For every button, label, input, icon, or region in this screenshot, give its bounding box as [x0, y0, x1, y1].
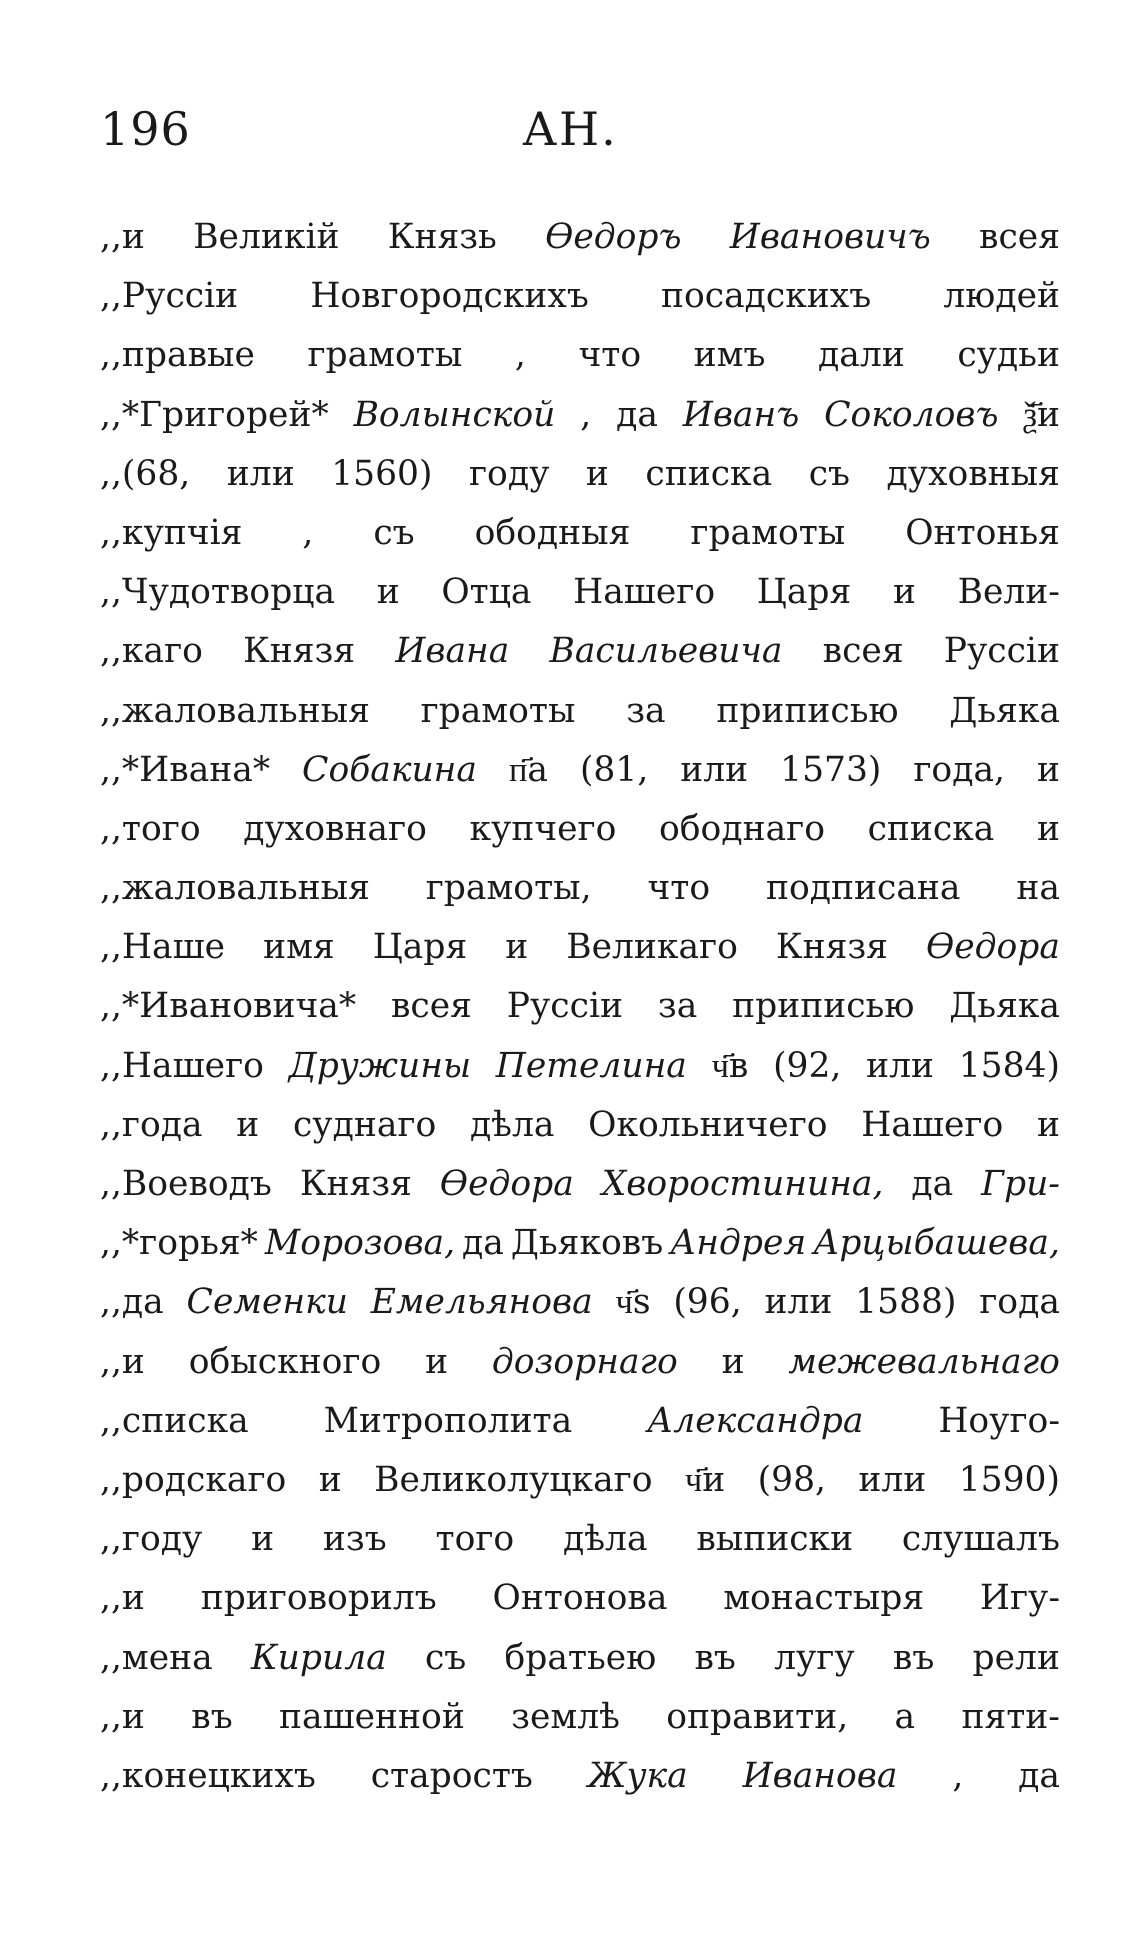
- word: грамоты: [690, 512, 846, 553]
- text-line: [100, 1096, 1060, 1155]
- word: да: [1018, 1755, 1060, 1796]
- word: ,,правые: [100, 335, 255, 376]
- word: и: [318, 1459, 342, 1500]
- word: духовнаго: [243, 808, 427, 849]
- word: людей: [943, 276, 1060, 317]
- running-head: АН.: [522, 102, 618, 156]
- word: въ: [191, 1696, 233, 1737]
- text-line: [100, 1392, 1060, 1451]
- word: или: [858, 1459, 927, 1500]
- word: подписана: [766, 868, 961, 909]
- word: Отца: [441, 572, 532, 613]
- word: Морозова,: [264, 1223, 456, 1264]
- word: межевальнаго: [788, 1341, 1060, 1382]
- word: дѣла: [469, 1104, 555, 1145]
- word: да: [911, 1164, 954, 1204]
- word: Андрея: [670, 1223, 807, 1264]
- text-line: [100, 682, 1060, 741]
- word: Хворостинина,: [601, 1164, 884, 1204]
- word: ,,Наше: [100, 927, 226, 968]
- word: Ивановичъ: [729, 217, 931, 257]
- word: ,,году: [100, 1519, 203, 1560]
- word: Князя: [775, 927, 888, 968]
- text-line: [100, 1747, 1060, 1806]
- word: приговорилъ: [200, 1578, 437, 1619]
- word: Ивана: [395, 631, 510, 672]
- word: и: [251, 1519, 275, 1560]
- text-line: [100, 504, 1060, 563]
- word: списка: [867, 808, 995, 849]
- text-line: [100, 1688, 1060, 1747]
- word: ,,конецкихъ: [100, 1755, 316, 1796]
- word: лугу: [774, 1637, 855, 1678]
- word: или: [680, 749, 749, 790]
- word: Петелина: [495, 1045, 687, 1086]
- text-line: [100, 1510, 1060, 1569]
- word: въ: [694, 1637, 736, 1678]
- word: ,,того: [100, 808, 201, 849]
- word: Нашего: [573, 572, 716, 613]
- text-line: [100, 386, 1060, 445]
- word: приписью: [716, 690, 899, 731]
- word: Емельянова: [370, 1282, 593, 1323]
- word: (96,: [673, 1282, 742, 1323]
- word: Митрополита: [323, 1400, 573, 1441]
- word: Князь: [387, 217, 497, 257]
- word: Ѳедора: [925, 927, 1060, 968]
- word: (98,: [757, 1459, 826, 1500]
- word: Царя: [756, 572, 852, 613]
- word: Иванова: [742, 1755, 898, 1796]
- word: и: [892, 572, 916, 613]
- word: да: [616, 394, 658, 435]
- word: и: [585, 453, 609, 494]
- word: и: [1036, 808, 1060, 849]
- word: ,: [514, 335, 526, 376]
- word: списка: [645, 453, 773, 494]
- word: съ: [424, 1637, 467, 1678]
- word: того: [435, 1519, 515, 1560]
- word: рели: [972, 1637, 1060, 1678]
- word: Ѳедора: [439, 1164, 574, 1204]
- word: ч҃в: [711, 1045, 749, 1086]
- word: года: [979, 1282, 1060, 1323]
- word: и: [505, 927, 529, 968]
- word: Дьяка: [949, 690, 1060, 731]
- word: ,,да: [100, 1282, 164, 1323]
- word: ,,Руссіи: [100, 276, 239, 317]
- word: (92,: [773, 1045, 842, 1086]
- word: братьею: [504, 1637, 657, 1678]
- word: выписки: [696, 1519, 854, 1560]
- word: 1590): [958, 1459, 1060, 1500]
- word: купчего: [469, 808, 617, 849]
- text-line: [100, 1451, 1060, 1510]
- word: ,,и: [100, 217, 145, 257]
- word: ,,(68,: [100, 453, 191, 494]
- word: оправити,: [666, 1696, 849, 1737]
- word: ободныя: [474, 512, 631, 553]
- word: Александра: [647, 1400, 864, 1441]
- word: Великій: [193, 217, 340, 257]
- word: а: [894, 1696, 916, 1737]
- word: Волынской: [353, 394, 556, 435]
- word: ,,купчія: [100, 512, 243, 553]
- word: Новгородскихъ: [310, 276, 589, 317]
- word: ,,жаловальныя: [100, 868, 370, 909]
- word: монастыря: [723, 1578, 925, 1619]
- word: дали: [818, 335, 905, 376]
- word: и: [721, 1341, 745, 1382]
- word: ,,и: [100, 1578, 145, 1619]
- word: Вели-: [957, 572, 1060, 613]
- word: 1560): [331, 453, 433, 494]
- word: ,,родскаго: [100, 1459, 287, 1500]
- page-header: [0, 102, 1140, 162]
- word: всея: [390, 986, 472, 1027]
- word: Онтонова: [492, 1578, 668, 1619]
- word: Князя: [243, 631, 356, 672]
- word: за: [626, 690, 666, 731]
- text-line: [100, 859, 1060, 918]
- word: пашенной: [279, 1696, 465, 1737]
- word: всея: [979, 217, 1060, 257]
- word: Жука: [587, 1755, 688, 1796]
- text-line: [100, 208, 1060, 267]
- word: и: [1036, 749, 1060, 790]
- word: 1584): [958, 1045, 1060, 1086]
- word: Великолуцкаго: [374, 1459, 653, 1500]
- text-line: [100, 1214, 1060, 1273]
- word: ,,жаловальныя: [100, 690, 370, 731]
- text-line: [100, 1037, 1060, 1096]
- word: ,,года: [100, 1104, 203, 1145]
- word: Кирила: [250, 1637, 387, 1678]
- word: обыскного: [188, 1341, 382, 1382]
- text-line: [100, 1333, 1060, 1392]
- word: и: [376, 572, 400, 613]
- word: и: [425, 1341, 449, 1382]
- word: ,,мена: [100, 1637, 213, 1678]
- word: на: [1016, 868, 1060, 909]
- word: дѣла: [562, 1519, 648, 1560]
- text-line: [100, 977, 1060, 1036]
- word: п҃а: [508, 749, 548, 790]
- word: ,,*Григорей*: [100, 394, 329, 435]
- word: ,,и: [100, 1696, 145, 1737]
- word: года,: [913, 749, 1005, 790]
- word: съ: [373, 512, 415, 553]
- word: приписью: [732, 986, 915, 1027]
- word: судьи: [957, 335, 1060, 376]
- word: Собакина: [302, 749, 477, 790]
- word: духовныя: [886, 453, 1060, 494]
- word: Игу-: [979, 1578, 1060, 1619]
- word: Соколовъ: [824, 394, 999, 435]
- word: Великаго: [566, 927, 738, 968]
- text-line: [100, 800, 1060, 859]
- word: ,,*Ивановича*: [100, 986, 357, 1027]
- word: ч҃и: [684, 1459, 726, 1500]
- word: 1573): [780, 749, 882, 790]
- word: ,,*Ивана*: [100, 749, 271, 790]
- word: Князя: [299, 1164, 412, 1204]
- text-line: [100, 1273, 1060, 1332]
- word: или: [866, 1045, 934, 1086]
- word: грамоты: [420, 690, 576, 731]
- word: старостъ: [370, 1755, 533, 1796]
- word: всея: [822, 631, 904, 672]
- word: и: [1036, 1104, 1060, 1145]
- word: Арцыбашева,: [813, 1223, 1060, 1264]
- word: Васильевича: [549, 631, 783, 672]
- text-line: [100, 267, 1060, 326]
- text-line: [100, 622, 1060, 681]
- word: Иванъ: [682, 394, 800, 435]
- word: ,,и: [100, 1341, 145, 1382]
- word: ,,*горья*: [100, 1223, 258, 1264]
- word: году: [468, 453, 550, 494]
- word: Ноуго-: [938, 1400, 1060, 1441]
- word: Дьяка: [949, 986, 1060, 1027]
- word: Царя: [372, 927, 468, 968]
- word: ,: [952, 1755, 964, 1796]
- word: или: [226, 453, 295, 494]
- word: Руссіи: [506, 986, 623, 1027]
- word: да: [462, 1223, 504, 1264]
- word: что: [647, 868, 711, 909]
- word: ,,Воеводъ: [100, 1164, 272, 1204]
- word: Руссіи: [943, 631, 1060, 672]
- word: 1588): [855, 1282, 957, 1323]
- word: имъ: [693, 335, 766, 376]
- page-number: 196: [100, 102, 191, 156]
- word: ,: [302, 512, 314, 553]
- word: Ѳедоръ: [545, 217, 682, 257]
- text-line: [100, 563, 1060, 622]
- word: ,: [580, 394, 592, 435]
- text-line: [100, 445, 1060, 504]
- text-line: [100, 326, 1060, 385]
- body-text: [100, 208, 1060, 1806]
- word: ,,списка: [100, 1400, 249, 1441]
- text-line: [100, 918, 1060, 977]
- word: изъ: [322, 1519, 387, 1560]
- word: Дружины: [288, 1045, 472, 1086]
- word: землѣ: [511, 1696, 620, 1737]
- text-line: [100, 1629, 1060, 1688]
- word: съ: [808, 453, 850, 494]
- text-line: [100, 1569, 1060, 1628]
- word: Онтонья: [905, 512, 1060, 553]
- word: грамоты: [307, 335, 463, 376]
- word: Семенки: [186, 1282, 348, 1323]
- word: Дьяковъ: [510, 1223, 664, 1264]
- word: пяти-: [961, 1696, 1060, 1737]
- word: и: [236, 1104, 260, 1145]
- text-line: [100, 741, 1060, 800]
- word: за: [657, 986, 698, 1027]
- word: что: [578, 335, 642, 376]
- word: дозорнаго: [491, 1341, 678, 1382]
- word: грамоты,: [425, 868, 592, 909]
- word: ,,Нашего: [100, 1045, 264, 1086]
- word: или: [764, 1282, 833, 1323]
- word: Нашего: [861, 1104, 1004, 1145]
- word: имя: [263, 927, 335, 968]
- word: ѯ҃и: [1023, 394, 1060, 435]
- word: Гри-: [981, 1164, 1060, 1204]
- word: ,,каго: [100, 631, 203, 672]
- word: въ: [892, 1637, 935, 1678]
- word: слушалъ: [901, 1519, 1060, 1560]
- word: ободнаго: [659, 808, 825, 849]
- word: (81,: [579, 749, 649, 790]
- word: ч҃ѕ: [615, 1282, 651, 1323]
- word: посадскихъ: [661, 276, 872, 317]
- word: ,,Чудотворца: [100, 572, 336, 613]
- word: суднаго: [292, 1104, 437, 1145]
- word: Окольничего: [588, 1104, 828, 1145]
- text-line: [100, 1155, 1060, 1214]
